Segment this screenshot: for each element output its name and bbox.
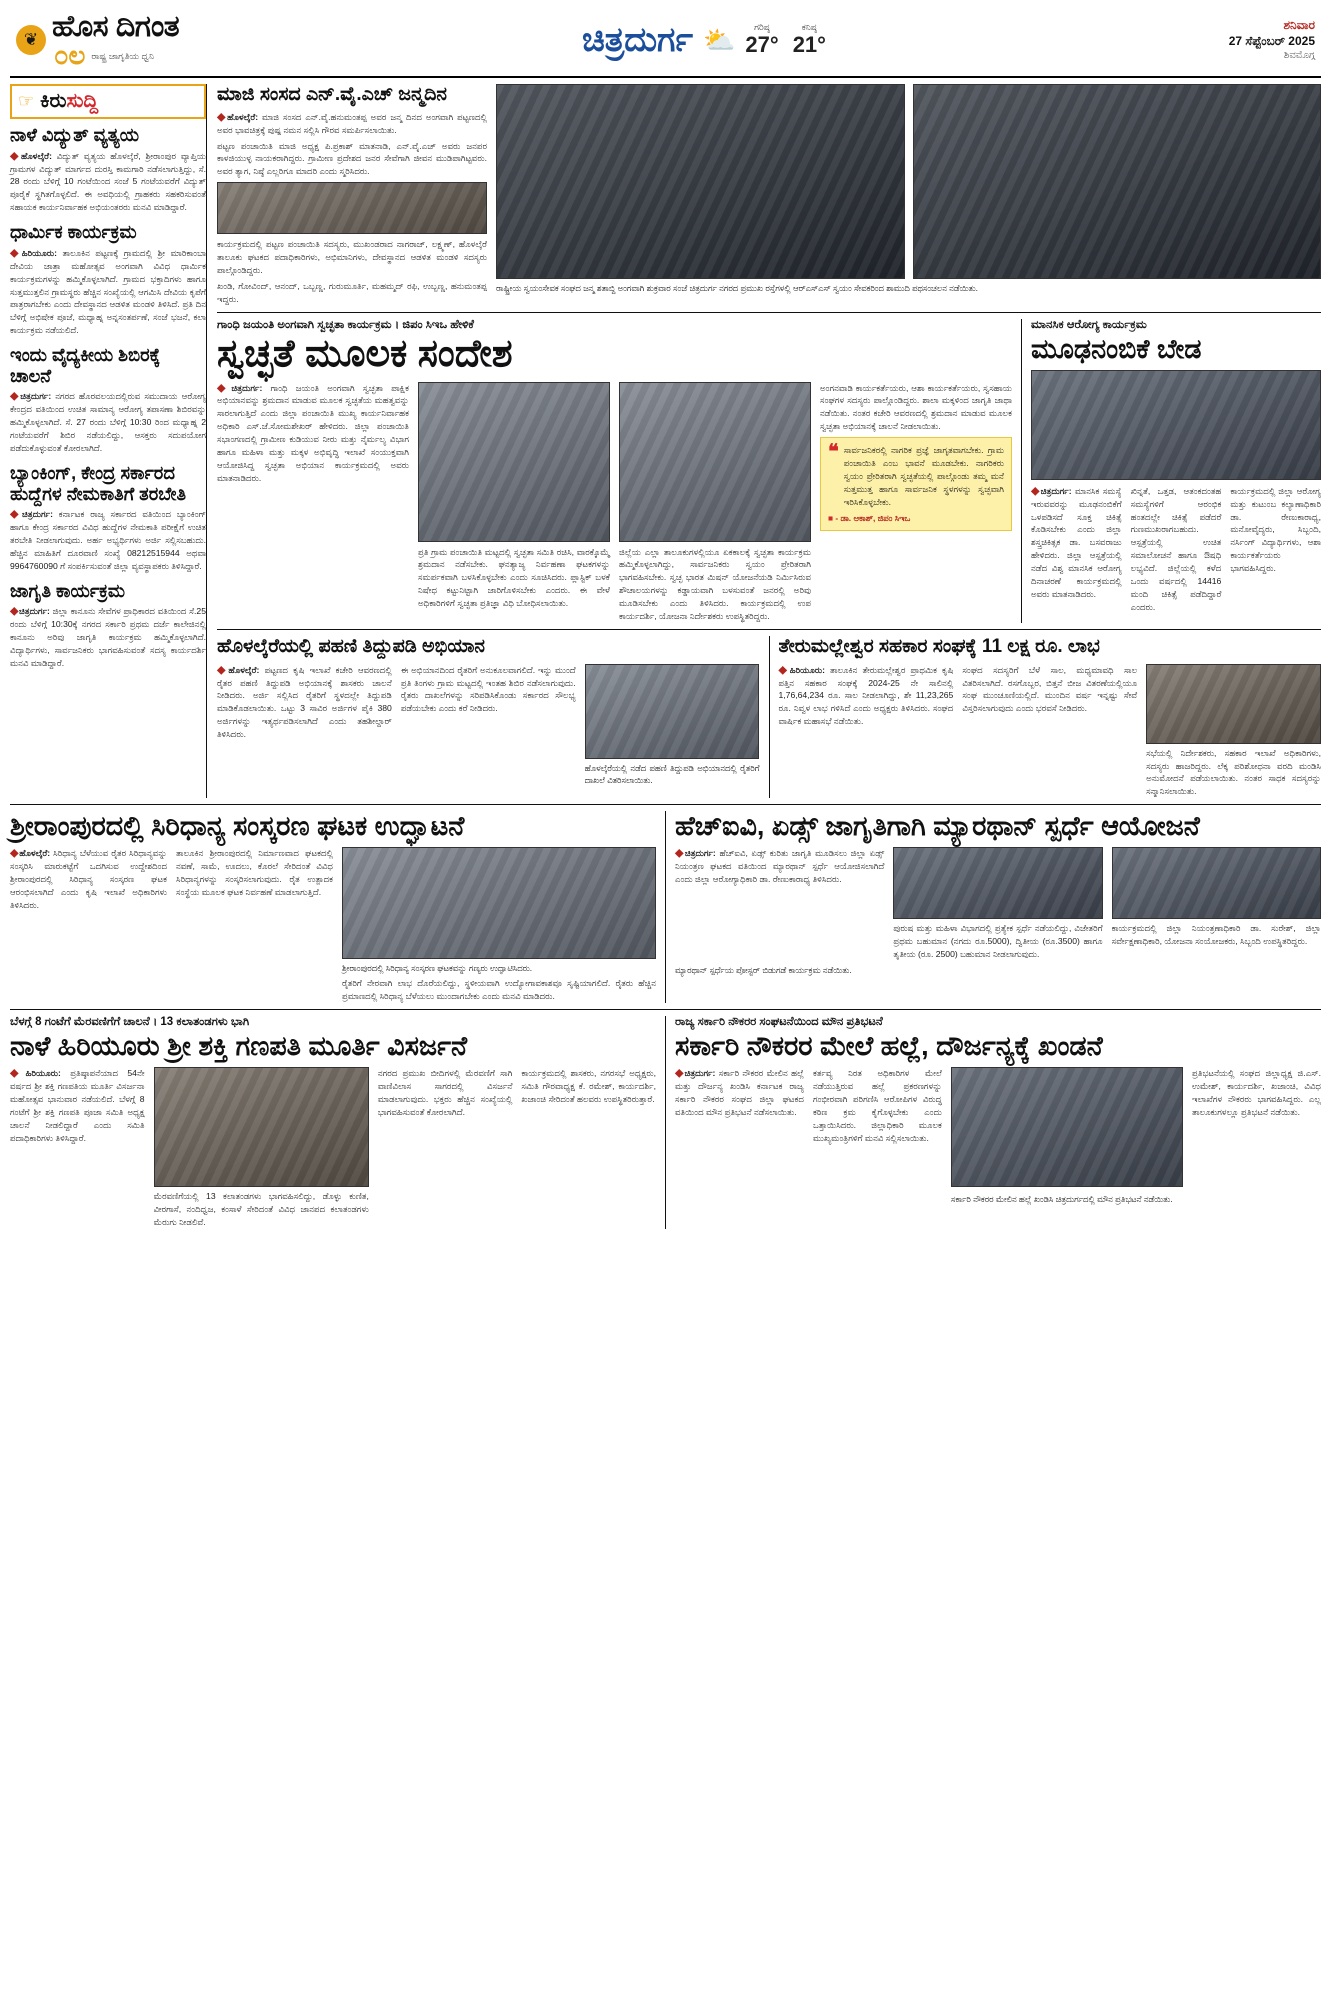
marathon-col1: ಹೆಚ್‌ಐವಿ, ಏಡ್ಸ್ ಕುರಿತು ಜಾಗೃತಿ ಮೂಡಿಸಲು ಜಿಲ್ಲಾ ಏಡ್ಸ್ ನಿಯಂತ್ರಣ ಘಟಕದ ವತಿಯಿಂದ ಮ್ಯಾರಥಾನ್ ಸ್ಪರ್ಧೆ ಆಯೋಜಿಸಲಾಗಿದೆ ಎಂದು ಜಿಲ್ಲಾ ಆರೋಗ್ಯಾಧಿಕಾರಿ ಡಾ. ರೇಣುಕಾರಾಧ್ಯ ತಿಳಿಸಿದರು. (675, 848, 885, 885)
ganapathi-col4: ಕಾರ್ಯಕ್ರಮದಲ್ಲಿ ಶಾಸಕರು, ನಗರಸಭೆ ಅಧ್ಯಕ್ಷರು, ಸಮಿತಿ ಗೌರವಾಧ್ಯಕ್ಷ ಕೆ. ರಮೇಶ್, ಕಾರ್ಯದರ್ಶಿ, ಖಜಾಂಚಿ ಸೇರಿದಂತೆ ಹಲವರು ಉಪಸ್ಥಿತರಿರುತ್ತಾರೆ. (521, 1068, 656, 1105)
brief-item[interactable]: ನಾಳೆ ವಿದ್ಯುತ್ ವ್ಯತ್ಯಯ ◆ಹೊಳಲ್ಕೆರೆ: ವಿದ್ಯುತ್ ವ್ಯತ್ಯಯ ಹೊಳಲ್ಕೆರೆ, ಶ್ರೀರಾಂಪುರ ವ್ಯಾಪ್ತಿಯ ಗ್ರಾಮಗಳ ವಿದ್ಯುತ್ ಮಾರ್ಗದ ದುರಸ್ತಿ ಕಾಮಗಾರಿ ನಡೆಸಲಾಗುತ್ತಿದ್ದು, ಸೆ. 28 ರಂದು ಬೆಳಿಗ್ಗೆ 10 ಗಂಟೆಯಿಂದ ಸಂಜೆ 5 ಗಂಟೆಯವರೆಗೆ ವಿದ್ಯುತ್ ಪೂರೈಕೆ ಸ್ಥಗಿತಗೊಳ್ಳಲಿದೆ. ಈ ಅವಧಿಯಲ್ಲಿ ಗ್ರಾಹಕರು ಸಹಕರಿಸುವಂತೆ ಸಹಾಯಕ ಕಾರ್ಯನಿರ್ವಾಹಕ ಅಭಿಯಂತರರು ಮನವಿ ಮಾಡಿದ್ದಾರೆ. (10, 125, 206, 213)
mental-health-story[interactable]: ಮಾನಸಿಕ ಆರೋಗ್ಯ ಕಾರ್ಯಕ್ರಮ ಮೂಢನಂಬಿಕೆ ಬೇಡ ◆ಚಿತ್ರದುರ್ಗ: ಮಾನಸಿಕ ಸಮಸ್ಯೆ ಇರುವವರನ್ನು ಮೂಢನಂಬಿಕೆಗೆ ಒಳಪಡಿಸದೆ ಸೂಕ್ತ ಚಿಕಿತ್ಸೆ ಕೊಡಿಸಬೇಕು ಎಂದು ಜಿಲ್ಲಾ ಶಸ್ತ್ರಚಿಕಿತ್ಸಕ ಡಾ. ಬಸವರಾಜು ಹೇಳಿದರು. ಜಿಲ್ಲಾ ಆಸ್ಪತ್ರೆಯಲ್ಲಿ ನಡೆದ ವಿಶ್ವ ಮಾನಸಿಕ ಆರೋಗ್ಯ ದಿನಾಚರಣೆ ಕಾರ್ಯಕ್ರಮದಲ್ಲಿ ಅವರು ಮಾತನಾಡಿದರು. ಖಿನ್ನತೆ, ಒತ್ತಡ, ಆತಂಕದಂತಹ ಸಮಸ್ಯೆಗಳಿಗೆ ಆರಂಭಿಕ ಹಂತದಲ್ಲೇ ಚಿಕಿತ್ಸೆ ಪಡೆದರೆ ಗುಣಮುಖರಾಗಬಹುದು. ಆಸ್ಪತ್ರೆಯಲ್ಲಿ ಉಚಿತ ಸಮಾಲೋಚನೆ ಹಾಗೂ ಔಷಧಿ ಲಭ್ಯವಿದೆ. ಜಿಲ್ಲೆಯಲ್ಲಿ ಕಳೆದ ಒಂದು ವರ್ಷದಲ್ಲಿ 14416 ಮಂದಿ ಚಿಕಿತ್ಸೆ ಪಡೆದಿದ್ದಾರೆ ಎಂದರು. ಕಾರ್ಯಕ್ರಮದಲ್ಲಿ ಜಿಲ್ಲಾ ಆರೋಗ್ಯ ಮತ್ತು ಕುಟುಂಬ ಕಲ್ಯಾಣಾಧಿಕಾರಿ ಡಾ. ರೇಣುಕಾರಾಧ್ಯ, ಮನೋವೈದ್ಯರು, ಸಿಬ್ಬಂದಿ, ನರ್ಸಿಂಗ್ ವಿದ್ಯಾರ್ಥಿಗಳು, ಆಶಾ ಕಾರ್ಯಕರ್ತೆಯರು ಭಾಗವಹಿಸಿದ್ದರು. (1021, 319, 1321, 623)
lead-col1-text: ಗಾಂಧಿ ಜಯಂತಿ ಅಂಗವಾಗಿ ಸ್ವಚ್ಛತಾ ಪಾಕ್ಷಿಕ ಅಭಿಯಾನವನ್ನು ಶ್ರಮದಾನ ಮಾಡುವ ಮೂಲಕ ಸ್ವಚ್ಛತೆಯ ಮಹತ್ವವನ್ನು ಸಾರಲಾಗುತ್ತಿದೆ ಎಂದು ಜಿಲ್ಲಾ ಪಂಚಾಯಿತಿ ಮುಖ್ಯ ಕಾರ್ಯನಿರ್ವಾಹಕ ಅಧಿಕಾರಿ ಎಸ್.ಜೆ.ಸೋಮಶೇಖರ್ ಹೇಳಿದರು. ಜಿಲ್ಲಾ ಪಂಚಾಯಿತಿ ಸಭಾಂಗಣದಲ್ಲಿ ಗ್ರಾಮೀಣ ಕುಡಿಯುವ ನೀರು ಮತ್ತು ನೈರ್ಮಲ್ಯ ವಿಭಾಗ ಹಾಗೂ ಮಹಿಳಾ ಮತ್ತು ಮಕ್ಕಳ ಅಭಿವೃದ್ಧಿ ಇಲಾಖೆ ಸಂಯುಕ್ತವಾಗಿ ಆಯೋಜಿಸಿದ್ದ ಸ್ವಚ್ಛತಾ ಅಭಿಯಾನ ಕಾರ್ಯಕ್ರಮದಲ್ಲಿ ಅವರು ಮಾತನಾಡಿದರು. (217, 382, 409, 483)
sridhanya-col1: ಸಿರಿಧಾನ್ಯ ಬೆಳೆಯುವ ರೈತರ ಸಿರಿಧಾನ್ಯವನ್ನು ಸಂಸ್ಕರಿಸಿ ಮಾರುಕಟ್ಟೆಗೆ ಒದಗಿಸುವ ಉದ್ದೇಶದಿಂದ ಶ್ರೀರಾಂಪುರದಲ್ಲಿ ಸಿರಿಧಾನ್ಯ ಸಂಸ್ಕರಣ ಘಟಕ ಆರಂಭಿಸಲಾಗಿದೆ ಎಂದು ಕೃಷಿ ಇಲಾಖೆ ಅಧಿಕಾರಿಗಳು ತಿಳಿಸಿದರು. (10, 848, 167, 910)
brief-item[interactable]: ಇಂದು ವೈದ್ಯಕೀಯ ಶಿಬಿರಕ್ಕೆ ಚಾಲನೆ ◆ಚಿತ್ರದುರ್ಗ: ನಗರದ ಹೊರವಲಯದಲ್ಲಿರುವ ಸಮುದಾಯ ಆರೋಗ್ಯ ಕೇಂದ್ರದ ವತಿಯಿಂದ ಉಚಿತ ಸಾಮಾನ್ಯ ಆರೋಗ್ಯ ತಪಾಸಣಾ ಶಿಬಿರವನ್ನು ಹಮ್ಮಿಕೊಳ್ಳಲಾಗಿದೆ. ಸೆ. 27 ರಂದು ಬೆಳಿಗ್ಗೆ 10:30 ರಿಂದ ಮಧ್ಯಾಹ್ನ 2 ಗಂಟೆಯವರೆಗೆ ಶಿಬಿರ ನಡೆಯಲಿದ್ದು, ಆಸಕ್ತರು ಸದುಪಯೋಗ ಪಡೆದುಕೊಳ್ಳುವಂತೆ ಕೋರಲಾಗಿದೆ. (10, 345, 206, 453)
lower-row (10, 811, 1321, 1003)
max-temp-value: 27° (745, 31, 779, 57)
protest-story[interactable]: ರಾಜ್ಯ ಸರ್ಕಾರಿ ನೌಕರರ ಸಂಘಟನೆಯಿಂದ ಮೌನ ಪ್ರತಿಭಟನೆ ಸರ್ಕಾರಿ ನೌಕರರ ಮೇಲೆ ಹಲ್ಲೆ, ದೌರ್ಜನ್ಯಕ್ಕೆ ಖಂಡನೆ ◆ಚಿತ್ರದುರ್ಗ: ಸರ್ಕಾರಿ ನೌಕರರ ಮೇಲಿನ ಹಲ್ಲೆ ಮತ್ತು ದೌರ್ಜನ್ಯ ಖಂಡಿಸಿ ಕರ್ನಾಟಕ ರಾಜ್ಯ ಸರ್ಕಾರಿ ನೌಕರರ ಸಂಘದ ಜಿಲ್ಲಾ ಘಟಕದ ವತಿಯಿಂದ ಮೌನ ಪ್ರತಿಭಟನೆ ನಡೆಸಲಾಯಿತು. ಕರ್ತವ್ಯ ನಿರತ ಅಧಿಕಾರಿಗಳ ಮೇಲೆ ನಡೆಯುತ್ತಿರುವ ಹಲ್ಲೆ ಪ್ರಕರಣಗಳನ್ನು ಗಂಭೀರವಾಗಿ ಪರಿಗಣಿಸಿ ಆರೋಪಿಗಳ ವಿರುದ್ಧ ಕಠಿಣ ಕ್ರಮ ಕೈಗೊಳ್ಳಬೇಕು ಎಂದು ಒತ್ತಾಯಿಸಿದರು. ಜಿಲ್ಲಾಧಿಕಾರಿ ಮೂಲಕ ಮುಖ್ಯಮಂತ್ರಿಗಳಿಗೆ ಮನವಿ ಸಲ್ಲಿಸಲಾಯಿತು. ಸರ್ಕಾರಿ ನೌಕರರ ಮೇಲಿನ ಹಲ್ಲೆ ಖಂಡಿಸಿ ಚಿತ್ರದುರ್ಗದಲ್ಲಿ ಮೌನ ಪ್ರತಿಭಟನೆ ನಡೆಯಿತು. ಪ್ರತಿಭಟನೆಯಲ್ಲಿ ಸಂಘದ ಜಿಲ್ಲಾಧ್ಯಕ್ಷ ಜಿ.ಎಸ್. ಉಮೇಶ್, ಕಾರ್ಯದರ್ಶಿ, ಖಜಾಂಚಿ, ವಿವಿಧ ಇಲಾಖೆಗಳ ನೌಕರರು ಭಾಗವಹಿಸಿದ್ದರು. ಎಲ್ಲ ತಾಲೂಕುಗಳಲ್ಲೂ ಪ್ರತಿಭಟನೆ ನಡೆಯಿತು. (665, 1016, 1321, 1229)
ganapathi-dateline: ಹಿರಿಯೂರು: (25, 1068, 61, 1079)
logo-ornament: ೦ಲ (54, 40, 86, 70)
sridhanya-story[interactable]: ಶ್ರೀರಾಂಪುರದಲ್ಲಿ ಸಿರಿಧಾನ್ಯ ಸಂಸ್ಕರಣ ಘಟಕ ಉದ್ಘಾಟನೆ ◆ಹೊಳಲ್ಕೆರೆ: ಸಿರಿಧಾನ್ಯ ಬೆಳೆಯುವ ರೈತರ ಸಿರಿಧಾನ್ಯವನ್ನು ಸಂಸ್ಕರಿಸಿ ಮಾರುಕಟ್ಟೆಗೆ ಒದಗಿಸುವ ಉದ್ದೇಶದಿಂದ ಶ್ರೀರಾಂಪುರದಲ್ಲಿ ಸಿರಿಧಾನ್ಯ ಸಂಸ್ಕರಣ ಘಟಕ ಆರಂಭಿಸಲಾಗಿದೆ ಎಂದು ಕೃಷಿ ಇಲಾಖೆ ಅಧಿಕಾರಿಗಳು ತಿಳಿಸಿದರು. ತಾಲೂಕಿನ ಶ್ರೀರಾಂಪುರದಲ್ಲಿ ನಿರ್ಮಾಣವಾದ ಘಟಕದಲ್ಲಿ ನವಣೆ, ಸಾಮೆ, ಊದಲು, ಕೊರಲೆ ಸೇರಿದಂತೆ ವಿವಿಧ ಸಿರಿಧಾನ್ಯಗಳನ್ನು ಸಂಸ್ಕರಿಸಲಾಗುವುದು. ರೈತ ಉತ್ಪಾದಕ ಸಂಸ್ಥೆಯ ಮೂಲಕ ಘಟಕ ನಿರ್ವಹಣೆ ಮಾಡಲಾಗುತ್ತಿದೆ. ಶ್ರೀರಾಂಪುರದಲ್ಲಿ ಸಿರಿಧಾನ್ಯ ಸಂಸ್ಕರಣ ಘಟಕವನ್ನು ಗಣ್ಯರು ಉದ್ಘಾಟಿಸಿದರು. ರೈತರಿಗೆ ನೇರವಾಗಿ ಲಾಭ ದೊರೆಯಲಿದ್ದು, ಸ್ಥಳೀಯವಾಗಿ ಉದ್ಯೋಗಾವಕಾಶವೂ ಸೃಷ್ಟಿಯಾಗಲಿದೆ. ರೈತರು ಹೆಚ್ಚಿನ ಪ್ರಮಾಣದಲ್ಲಿ ಸಿರಿಧಾನ್ಯ ಬೆಳೆಯಲು ಮುಂದಾಗಬೇಕು ಎಂದು ಮನವಿ ಮಾಡಿದರು. (10, 811, 656, 1002)
holalkere-photo (585, 664, 760, 759)
holalkere-story[interactable]: ಹೊಳಲ್ಕೆರೆಯಲ್ಲಿ ಪಹಣಿ ತಿದ್ದುಪಡಿ ಅಭಿಯಾನ ◆ಹೊಳಲ್ಕೆರೆ: ಪಟ್ಟಣದ ಕೃಷಿ ಇಲಾಖೆ ಕಚೇರಿ ಆವರಣದಲ್ಲಿ ರೈತರ ಪಹಣಿ ತಿದ್ದುಪಡಿ ಅಭಿಯಾನಕ್ಕೆ ಶಾಸಕರು ಚಾಲನೆ ನೀಡಿದರು. ಅರ್ಜಿ ಸಲ್ಲಿಸಿದ ರೈತರಿಗೆ ಸ್ಥಳದಲ್ಲೇ ತಿದ್ದುಪಡಿ ಮಾಡಿಕೊಡಲಾಯಿತು. ಒಟ್ಟು 3 ಸಾವಿರ ಅರ್ಜಿಗಳ ಪೈಕಿ 380 ಅರ್ಜಿಗಳನ್ನು ಇತ್ಯರ್ಥಪಡಿಸಲಾಗಿದೆ ಎಂದು ತಹಶೀಲ್ದಾರ್ ತಿಳಿಸಿದರು. ಈ ಅಭಿಯಾನದಿಂದ ರೈತರಿಗೆ ಅನುಕೂಲವಾಗಲಿದೆ. ಇನ್ನು ಮುಂದೆ ಪ್ರತಿ ತಿಂಗಳು ಗ್ರಾಮ ಮಟ್ಟದಲ್ಲಿ ಇಂತಹ ಶಿಬಿರ ನಡೆಸಲಾಗುವುದು. ರೈತರು ದಾಖಲೆಗಳನ್ನು ಸರಿಪಡಿಸಿಕೊಂಡು ಸರ್ಕಾರದ ಸೌಲಭ್ಯ ಪಡೆಯಬೇಕು ಎಂದು ಕರೆ ನೀಡಿದರು. ಹೊಳಲ್ಕೆರೆಯಲ್ಲಿ ನಡೆದ ಪಹಣಿ ತಿದ್ದುಪಡಿ ಅಭಿಯಾನದಲ್ಲಿ ರೈತರಿಗೆ ದಾಖಲೆ ವಿತರಿಸಲಾಯಿತು. (217, 635, 760, 785)
top-story-text[interactable]: ಮಾಜಿ ಸಂಸದ ಎನ್.ವೈ.ಎಚ್ ಜನ್ಮದಿನ ◆ಹೊಳಲ್ಕೆರೆ: ಮಾಜಿ ಸಂಸದ ಎನ್.ವೈ.ಹನುಮಂತಪ್ಪ ಅವರ ಜನ್ಮ ದಿನದ ಅಂಗವಾಗಿ ಪಟ್ಟಣದಲ್ಲಿ ಅವರ ಭಾವಚಿತ್ರಕ್ಕೆ ಪುಷ್ಪ ನಮನ ಸಲ್ಲಿಸಿ ಗೌರವ ಸಮರ್ಪಿಸಲಾಯಿತು. ಪಟ್ಟಣ ಪಂಚಾಯಿತಿ ಮಾಜಿ ಅಧ್ಯಕ್ಷ ಪಿ.ಪ್ರಕಾಶ್ ಮಾತನಾಡಿ, ಎನ್.ವೈ.ಎಚ್ ಅವರು ಜನಪರ ಕಾಳಜಿಯುಳ್ಳ ನಾಯಕರಾಗಿದ್ದರು. ಗ್ರಾಮೀಣ ಪ್ರದೇಶದ ಜನರ ಸೇವೆಗಾಗಿ ಜೀವನ ಮುಡಿಪಾಗಿಟ್ಟವರು. ಅವರ ತ್ಯಾಗ, ನಿಷ್ಠೆ ಎಲ್ಲರಿಗೂ ಮಾದರಿ ಎಂದು ಸ್ಮರಿಸಿದರು. ಕಾರ್ಯಕ್ರಮದಲ್ಲಿ ಪಟ್ಟಣ ಪಂಚಾಯಿತಿ ಸದಸ್ಯರು, ಮುಖಂಡರಾದ ನಾಗರಾಜ್, ಲಕ್ಷ್ಮಣ್, ಹೊಳಲ್ಕೆರೆ ತಾಲೂಕು ಘಟಕದ ಪದಾಧಿಕಾರಿಗಳು, ಅಭಿಮಾನಿಗಳು, ದೇವಸ್ಥಾನದ ಆಡಳಿತ ಮಂಡಳಿ ಸದಸ್ಯರು ಪಾಲ್ಗೊಂಡಿದ್ದರು. ಖಂಡಿ, ಗೋವಿಂದ್, ಆನಂದ್, ಒಬ್ಬಣ್ಣ, ಗುರುಮೂರ್ತಿ, ಮಹಮ್ಮದ್ ರಫಿ, ಉಬ್ಬಣ್ಣ, ಹನುಮಂತಪ್ಪ ಇದ್ದರು. (217, 84, 488, 304)
protest-photo (951, 1067, 1183, 1187)
bottom-row (10, 1016, 1321, 1229)
top-photo-group (496, 84, 1321, 306)
brief-body: ತಾಲೂಕಿನ ಪಟ್ಟಣಕ್ಕೆ ಗ್ರಾಮದಲ್ಲಿ ಶ್ರೀ ಮಾರಿಕಾಂಬಾ ದೇವಿಯ ಜಾತ್ರಾ ಮಹೋತ್ಸವ ಅಂಗವಾಗಿ ವಿವಿಧ ಧಾರ್ಮಿಕ ಕಾರ್ಯಕ್ರಮಗಳನ್ನು ಹಮ್ಮಿಕೊಳ್ಳಲಾಗಿದೆ. ಗ್ರಾಮದ ಭಕ್ತಾದಿಗಳು ಹಾಗೂ ಸುತ್ತಮುತ್ತಲಿನ ಗ್ರಾಮಸ್ಥರು ಹೆಚ್ಚಿನ ಸಂಖ್ಯೆಯಲ್ಲಿ ಆಗಮಿಸಿ ದೇವಿಯ ಕೃಪೆಗೆ ಪಾತ್ರರಾಗಬೇಕು ಎಂದು ದೇವಸ್ಥಾನದ ಆಡಳಿತ ಮಂಡಳಿ ತಿಳಿಸಿದೆ. ಪ್ರತಿ ದಿನ ಬೆಳಿಗ್ಗೆ ಅಭಿಷೇಕ ಪೂಜೆ, ಮಧ್ಯಾಹ್ನ ಅನ್ನಸಂತರ್ಪಣೆ, ಸಂಜೆ ಭಜನೆ, ಕಲಾ ಕಾರ್ಯಕ್ರಮ ನಡೆಯಲಿದೆ. (10, 247, 206, 336)
lead-col4-text: ಅಂಗನವಾಡಿ ಕಾರ್ಯಕರ್ತೆಯರು, ಆಶಾ ಕಾರ್ಯಕರ್ತೆಯರು, ಸ್ವಸಹಾಯ ಸಂಘಗಳ ಸದಸ್ಯರು ಪಾಲ್ಗೊಂಡಿದ್ದರು. ಶಾಲಾ ಮಕ್ಕಳಿಂದ ಜಾಗೃತಿ ಜಾಥಾ ನಡೆಯಿತು. ನಂತರ ಕಚೇರಿ ಆವರಣದಲ್ಲಿ ಶ್ರಮದಾನ ಮಾಡುವ ಮೂಲಕ ಸ್ವಚ್ಛತಾ ಅಭಿಯಾನಕ್ಕೆ ಚಾಲನೆ ನೀಡಲಾಯಿತು. (820, 382, 1012, 432)
ganapathi-kicker: ಬೆಳಗ್ಗೆ 8 ಗಂಟೆಗೆ ಮೆರವಣಿಗೆಗೆ ಚಾಲನೆ । 13 ಕಲಾತಂಡಗಳು ಭಾಗಿ (10, 1016, 250, 1029)
lead-story[interactable] (217, 319, 1012, 623)
brief-item[interactable]: ಜಾಗೃತಿ ಕಾರ್ಯಕ್ರಮ ◆ಚಿತ್ರದುರ್ಗ: ಜಿಲ್ಲಾ ಕಾನೂನು ಸೇವೆಗಳ ಪ್ರಾಧಿಕಾರದ ವತಿಯಿಂದ ಸೆ.25 ರಂದು ಬೆಳಿಗ್ಗೆ 10:30ಕ್ಕೆ ನಗರದ ಸರ್ಕಾರಿ ಪ್ರಥಮ ದರ್ಜೆ ಕಾಲೇಜಿನಲ್ಲಿ ಕಾನೂನು ಅರಿವು ಜಾಗೃತಿ ಕಾರ್ಯಕ್ರಮ ಹಮ್ಮಿಕೊಳ್ಳಲಾಗಿದೆ. ವಿದ್ಯಾರ್ಥಿಗಳು, ಸಾರ್ವಜನಿಕರು ಭಾಗವಹಿಸುವಂತೆ ಸದಸ್ಯ ಕಾರ್ಯದರ್ಶಿ ಮನವಿ ಮಾಡಿದ್ದಾರೆ. (10, 580, 206, 668)
protest-kicker: ರಾಜ್ಯ ಸರ್ಕಾರಿ ನೌಕರರ ಸಂಘಟನೆಯಿಂದ ಮೌನ ಪ್ರತಿಭಟನೆ (675, 1016, 883, 1029)
lead-row (217, 319, 1321, 623)
main-column (206, 84, 1321, 798)
ganapathi-col3: ನಗರದ ಪ್ರಮುಖ ಬೀದಿಗಳಲ್ಲಿ ಮೆರವಣಿಗೆ ಸಾಗಿ ವಾಣಿವಿಲಾಸ ಸಾಗರದಲ್ಲಿ ವಿಸರ್ಜನೆ ಮಾಡಲಾಗುವುದು. ಭಕ್ತರು ಹೆಚ್ಚಿನ ಸಂಖ್ಯೆಯಲ್ಲಿ ಭಾಗವಹಿಸುವಂತೆ ಕೋರಲಾಗಿದೆ. (377, 1068, 513, 1117)
min-temp-value: 21° (792, 31, 826, 57)
brief-body: ನಗರದ ಹೊರವಲಯದಲ್ಲಿರುವ ಸಮುದಾಯ ಆರೋಗ್ಯ ಕೇಂದ್ರದ ವತಿಯಿಂದ ಉಚಿತ ಸಾಮಾನ್ಯ ಆರೋಗ್ಯ ತಪಾಸಣಾ ಶಿಬಿರವನ್ನು ಹಮ್ಮಿಕೊಳ್ಳಲಾಗಿದೆ. ಸೆ. 27 ರಂದು ಬೆಳಿಗ್ಗೆ 10:30 ರಿಂದ ಮಧ್ಯಾಹ್ನ 2 ಗಂಟೆಯವರೆಗೆ ಶಿಬಿರ ನಡೆಯಲಿದ್ದು, ಆಸಕ್ತರು ಸದುಪಯೋಗ ಪಡೆದುಕೊಳ್ಳುವಂತೆ ಕೋರಲಾಗಿದೆ. (10, 391, 206, 453)
brief-body: ಕರ್ನಾಟಕ ರಾಜ್ಯ ಸರ್ಕಾರದ ವತಿಯಿಂದ ಬ್ಯಾಂಕಿಂಗ್ ಹಾಗೂ ಕೇಂದ್ರ ಸರ್ಕಾರದ ವಿವಿಧ ಹುದ್ದೆಗಳ ನೇಮಕಾತಿ ಪರೀಕ್ಷೆಗೆ ಉಚಿತ ತರಬೇತಿ ನೀಡಲಾಗುವುದು. ಅರ್ಹ ಅಭ್ಯರ್ಥಿಗಳು ಅರ್ಜಿ ಸಲ್ಲಿಸಬಹುದು. ಹೆಚ್ಚಿನ ಮಾಹಿತಿಗೆ ದೂರವಾಣಿ ಸಂಖ್ಯೆ 08212515944 ಅಥವಾ 9964760090 ಗೆ ಸಂಪರ್ಕಿಸುವಂತೆ ಜಿಲ್ಲಾ ವ್ಯವಸ್ಥಾಪಕರು ತಿಳಿಸಿದ್ದಾರೆ. (10, 509, 206, 571)
sahakara-headline: ತೇರುಮಲ್ಲೇಶ್ವರ ಸಹಕಾರ ಸಂಘಕ್ಕೆ 11 ಲಕ್ಷ ರೂ. ಲಾಭ (778, 635, 1100, 657)
mental-health-col1: ಮಾನಸಿಕ ಸಮಸ್ಯೆ ಇರುವವರನ್ನು ಮೂಢನಂಬಿಕೆಗೆ ಒಳಪಡಿಸದೆ ಸೂಕ್ತ ಚಿಕಿತ್ಸೆ ಕೊಡಿಸಬೇಕು ಎಂದು ಜಿಲ್ಲಾ ಶಸ್ತ್ರಚಿಕಿತ್ಸಕ ಡಾ. ಬಸವರಾಜು ಹೇಳಿದರು. ಜಿಲ್ಲಾ ಆಸ್ಪತ್ರೆಯಲ್ಲಿ ನಡೆದ ವಿಶ್ವ ಮಾನಸಿಕ ಆರೋಗ್ಯ ದಿನಾಚರಣೆ ಕಾರ್ಯಕ್ರಮದಲ್ಲಿ ಅವರು ಮಾತನಾಡಿದರು. (1031, 485, 1122, 599)
sridhanya-col2: ತಾಲೂಕಿನ ಶ್ರೀರಾಂಪುರದಲ್ಲಿ ನಿರ್ಮಾಣವಾದ ಘಟಕದಲ್ಲಿ ನವಣೆ, ಸಾಮೆ, ಊದಲು, ಕೊರಲೆ ಸೇರಿದಂತೆ ವಿವಿಧ ಸಿರಿಧಾನ್ಯಗಳನ್ನು ಸಂಸ್ಕರಿಸಲಾಗುವುದು. ರೈತ ಉತ್ಪಾದಕ ಸಂಸ್ಥೆಯ ಮೂಲಕ ಘಟಕ ನಿರ್ವಹಣೆ ಮಾಡಲಾಗುತ್ತಿದೆ. (176, 848, 333, 897)
brief-title: ಜಾಗೃತಿ ಕಾರ್ಯಕ್ರಮ (10, 580, 126, 601)
max-temp-label: ಗರಿಷ್ಠ (754, 21, 770, 32)
ganapathi-story[interactable]: ಬೆಳಗ್ಗೆ 8 ಗಂಟೆಗೆ ಮೆರವಣಿಗೆಗೆ ಚಾಲನೆ । 13 ಕಲಾತಂಡಗಳು ಭಾಗಿ ನಾಳೆ ಹಿರಿಯೂರು ಶ್ರೀ ಶಕ್ತಿ ಗಣಪತಿ ಮೂರ್ತಿ ವಿಸರ್ಜನೆ ◆ಹಿರಿಯೂರು: ಪ್ರತಿಷ್ಠಾಪನೆಯಾದ 54ನೇ ವರ್ಷದ ಶ್ರೀ ಶಕ್ತಿ ಗಣಪತಿಯ ಮೂರ್ತಿ ವಿಸರ್ಜನಾ ಮಹೋತ್ಸವ ಭಾನುವಾರ ನಡೆಯಲಿದೆ. ಬೆಳಗ್ಗೆ 8 ಗಂಟೆಗೆ ಶ್ರೀ ಶಕ್ತಿ ಗಣಪತಿ ಪೂಜಾ ಸಮಿತಿ ಅಧ್ಯಕ್ಷ ಚಾಲನೆ ನೀಡಲಿದ್ದಾರೆ ಎಂದು ಸಮಿತಿ ಪದಾಧಿಕಾರಿಗಳು ತಿಳಿಸಿದ್ದಾರೆ. ಮೆರವಣಿಗೆಯಲ್ಲಿ 13 ಕಲಾತಂಡಗಳು ಭಾಗವಹಿಸಲಿದ್ದು, ಡೊಳ್ಳು ಕುಣಿತ, ವೀರಗಾಸೆ, ನಂದಿಧ್ವಜ, ಕಂಸಾಳೆ ಸೇರಿದಂತೆ ವಿವಿಧ ಜಾನಪದ ಕಲಾತಂಡಗಳು ಮೆರುಗು ನೀಡಲಿವೆ. ನಗರದ ಪ್ರಮುಖ ಬೀದಿಗಳಲ್ಲಿ ಮೆರವಣಿಗೆ ಸಾಗಿ ವಾಣಿವಿಲಾಸ ಸಾಗರದಲ್ಲಿ ವಿಸರ್ಜನೆ ಮಾಡಲಾಗುವುದು. ಭಕ್ತರು ಹೆಚ್ಚಿನ ಸಂಖ್ಯೆಯಲ್ಲಿ ಭಾಗವಹಿಸುವಂತೆ ಕೋರಲಾಗಿದೆ. ಕಾರ್ಯಕ್ರಮದಲ್ಲಿ ಶಾಸಕರು, ನಗರಸಭೆ ಅಧ್ಯಕ್ಷರು, ಸಮಿತಿ ಗೌರವಾಧ್ಯಕ್ಷ ಕೆ. ರಮೇಶ್, ಕಾರ್ಯದರ್ಶಿ, ಖಜಾಂಚಿ ಸೇರಿದಂತೆ ಹಲವರು ಉಪಸ್ಥಿತರಿರುತ್ತಾರೆ. (10, 1016, 656, 1228)
brief-body: ಜಿಲ್ಲಾ ಕಾನೂನು ಸೇವೆಗಳ ಪ್ರಾಧಿಕಾರದ ವತಿಯಿಂದ ಸೆ.25 ರಂದು ಬೆಳಿಗ್ಗೆ 10:30ಕ್ಕೆ ನಗರದ ಸರ್ಕಾರಿ ಪ್ರಥಮ ದರ್ಜೆ ಕಾಲೇಜಿನಲ್ಲಿ ಕಾನೂನು ಅರಿವು ಜಾಗೃತಿ ಕಾರ್ಯಕ್ರಮ ಹಮ್ಮಿಕೊಳ್ಳಲಾಗಿದೆ. ವಿದ್ಯಾರ್ಥಿಗಳು, ಸಾರ್ವಜನಿಕರು ಭಾಗವಹಿಸುವಂತೆ ಸದಸ್ಯ ಕಾರ್ಯದರ್ಶಿ ಮನವಿ ಮಾಡಿದ್ದಾರೆ. (10, 606, 206, 668)
marathon-photo-2 (1112, 847, 1321, 919)
top-story-inset-photo (217, 182, 487, 234)
min-temp-label: ಕನಿಷ್ಠ (801, 21, 817, 32)
mental-health-dateline: ಚಿತ್ರದುರ್ಗ: (1040, 485, 1072, 496)
lead-headline: ಸ್ವಚ್ಛತೆ ಮೂಲಕ ಸಂದೇಶ (217, 332, 513, 375)
brief-dateline: ಚಿತ್ರದುರ್ಗ: (22, 509, 53, 520)
sun-cloud-icon: ⛅ (703, 24, 736, 55)
lead-col3-text: ಜಿಲ್ಲೆಯ ಎಲ್ಲಾ ತಾಲೂಕುಗಳಲ್ಲಿಯೂ ಏಕಕಾಲಕ್ಕೆ ಸ್ವಚ್ಛತಾ ಕಾರ್ಯಕ್ರಮ ಹಮ್ಮಿಕೊಳ್ಳಲಾಗಿದ್ದು, ಸಾರ್ವಜನಿಕರು ಸ್ವಯಂ ಪ್ರೇರಿತರಾಗಿ ಭಾಗವಹಿಸಬೇಕು. ಸ್ವಚ್ಛ ಭಾರತ ಮಿಷನ್ ಯೋಜನೆಯಡಿ ನಿರ್ಮಿಸಿರುವ ಶೌಚಾಲಯಗಳನ್ನು ಕಡ್ಡಾಯವಾಗಿ ಬಳಸುವಂತೆ ಜನರಲ್ಲಿ ಅರಿವು ಮೂಡಿಸಬೇಕು ಎಂದು ತಿಳಿಸಿದರು. ಕಾರ್ಯಕ್ರಮದಲ್ಲಿ ಉಪ ಕಾರ್ಯದರ್ಶಿ, ಯೋಜನಾ ನಿರ್ದೇಶಕರು ಉಪಸ್ಥಿತರಿದ್ದರು. (619, 546, 811, 621)
lead-col-2 (418, 382, 610, 623)
holalkere-caption: ಹೊಳಲ್ಕೆರೆಯಲ್ಲಿ ನಡೆದ ಪಹಣಿ ತಿದ್ದುಪಡಿ ಅಭಿಯಾನದಲ್ಲಿ ರೈತರಿಗೆ ದಾಖಲೆ ವಿತರಿಸಲಾಯಿತು. (584, 762, 760, 785)
ganapathi-col2: ಮೆರವಣಿಗೆಯಲ್ಲಿ 13 ಕಲಾತಂಡಗಳು ಭಾಗವಹಿಸಲಿದ್ದು, ಡೊಳ್ಳು ಕುಣಿತ, ವೀರಗಾಸೆ, ನಂದಿಧ್ವಜ, ಕಂಸಾಳೆ ಸೇರಿದಂತೆ ವಿವಿಧ ಜಾನಪದ ಕಲಾತಂಡಗಳು ಮೆರುಗು ನೀಡಲಿವೆ. (153, 1191, 369, 1228)
marathon-dateline: ಚಿತ್ರದುರ್ಗ: (684, 848, 716, 859)
brief-dateline: ಹೊಳಲ್ಕೆರೆ: (21, 150, 52, 161)
lead-photo (418, 382, 610, 542)
mental-health-photo (1031, 370, 1321, 480)
top-story-dateline: ಹೊಳಲ್ಕೆರೆ: (227, 111, 259, 122)
marathon-headline: ಹೆಚ್‌ಐವಿ, ಏಡ್ಸ್ ಜಾಗೃತಿಗಾಗಿ ಮ್ಯಾರಥಾನ್ ಸ್ಪರ್ಧೆ ಆಯೋಜನೆ (675, 811, 1200, 842)
sahakara-story[interactable]: ತೇರುಮಲ್ಲೇಶ್ವರ ಸಹಕಾರ ಸಂಘಕ್ಕೆ 11 ಲಕ್ಷ ರೂ. ಲಾಭ ◆ಹಿರಿಯೂರು: ತಾಲೂಕಿನ ತೇರುಮಲ್ಲೇಶ್ವರ ಪ್ರಾಥಮಿಕ ಕೃಷಿ ಪತ್ತಿನ ಸಹಕಾರ ಸಂಘಕ್ಕೆ 2024-25 ನೇ ಸಾಲಿನಲ್ಲಿ 1,76,64,234 ರೂ. ಸಾಲ ನೀಡಲಾಗಿದ್ದು, ಶೇ 11,23,265 ರೂ. ನಿವ್ವಳ ಲಾಭ ಗಳಿಸಿದೆ ಎಂದು ಅಧ್ಯಕ್ಷರು ತಿಳಿಸಿದರು. ಸಂಘದ ವಾರ್ಷಿಕ ಮಹಾಸಭೆ ನಡೆಯಿತು. ಸಂಘದ ಸದಸ್ಯರಿಗೆ ಬೆಳೆ ಸಾಲ, ಮಧ್ಯಮಾವಧಿ ಸಾಲ ವಿತರಿಸಲಾಗಿದೆ. ರಸಗೊಬ್ಬರ, ಬಿತ್ತನೆ ಬೀಜ ವಿತರಣೆಯಲ್ಲಿಯೂ ಸಂಘ ಮುಂಚೂಣಿಯಲ್ಲಿದೆ. ಮುಂದಿನ ವರ್ಷ ಇನ್ನಷ್ಟು ಸೇವೆ ವಿಸ್ತರಿಸಲಾಗುವುದು ಎಂದು ಭರವಸೆ ನೀಡಿದರು. ಸಭೆಯಲ್ಲಿ ನಿರ್ದೇಶಕರು, ಸಹಕಾರ ಇಲಾಖೆ ಅಧಿಕಾರಿಗಳು, ಸದಸ್ಯರು ಹಾಜರಿದ್ದರು. ಲೆಕ್ಕ ಪರಿಶೋಧನಾ ವರದಿ ಮಂಡಿಸಿ ಅನುಮೋದನೆ ಪಡೆಯಲಾಯಿತು. ನಂತರ ಸಾಧಕ ಸದಸ್ಯರನ್ನು ಸನ್ಮಾನಿಸಲಾಯಿತು. (769, 636, 1322, 798)
pointing-hand-icon: ☞ (18, 91, 35, 111)
brief-dateline: ಚಿತ್ರದುರ್ಗ: (18, 606, 50, 617)
edition-weather (582, 21, 826, 60)
city-name: ಚಿತ್ರದುರ್ಗ (581, 20, 694, 59)
protest-col1: ಸರ್ಕಾರಿ ನೌಕರರ ಮೇಲಿನ ಹಲ್ಲೆ ಮತ್ತು ದೌರ್ಜನ್ಯ ಖಂಡಿಸಿ ಕರ್ನಾಟಕ ರಾಜ್ಯ ಸರ್ಕಾರಿ ನೌಕರರ ಸಂಘದ ಜಿಲ್ಲಾ ಘಟಕದ ವತಿಯಿಂದ ಮೌನ ಪ್ರತಿಭಟನೆ ನಡೆಸಲಾಯಿತು. (675, 1068, 804, 1117)
brief-dateline: ಹಿರಿಯೂರು: (21, 247, 57, 258)
marathon-caption: ಮ್ಯಾರಥಾನ್ ಸ್ಪರ್ಧೆಯ ಪೋಸ್ಟರ್ ಬಿಡುಗಡೆ ಕಾರ್ಯಕ್ರಮ ನಡೆಯಿತು. (675, 964, 852, 975)
top-block (10, 84, 1321, 798)
brief-title: ನಾಳೆ ವಿದ್ಯುತ್ ವ್ಯತ್ಯಯ (10, 125, 140, 145)
mental-health-headline: ಮೂಢನಂಬಿಕೆ ಬೇಡ (1031, 333, 1202, 364)
holalkere-col1: ಪಟ್ಟಣದ ಕೃಷಿ ಇಲಾಖೆ ಕಚೇರಿ ಆವರಣದಲ್ಲಿ ರೈತರ ಪಹಣಿ ತಿದ್ದುಪಡಿ ಅಭಿಯಾನಕ್ಕೆ ಶಾಸಕರು ಚಾಲನೆ ನೀಡಿದರು. ಅರ್ಜಿ ಸಲ್ಲಿಸಿದ ರೈತರಿಗೆ ಸ್ಥಳದಲ್ಲೇ ತಿದ್ದುಪಡಿ ಮಾಡಿಕೊಡಲಾಯಿತು. ಒಟ್ಟು 3 ಸಾವಿರ ಅರ್ಜಿಗಳ ಪೈಕಿ 380 ಅರ್ಜಿಗಳನ್ನು ಇತ್ಯರ್ಥಪಡಿಸಲಾಗಿದೆ ಎಂದು ತಹಶೀಲ್ದಾರ್ ತಿಳಿಸಿದರು. (217, 664, 392, 740)
marathon-story[interactable]: ಹೆಚ್‌ಐವಿ, ಏಡ್ಸ್ ಜಾಗೃತಿಗಾಗಿ ಮ್ಯಾರಥಾನ್ ಸ್ಪರ್ಧೆ ಆಯೋಜನೆ ◆ಚಿತ್ರದುರ್ಗ: ಹೆಚ್‌ಐವಿ, ಏಡ್ಸ್ ಕುರಿತು ಜಾಗೃತಿ ಮೂಡಿಸಲು ಜಿಲ್ಲಾ ಏಡ್ಸ್ ನಿಯಂತ್ರಣ ಘಟಕದ ವತಿಯಿಂದ ಮ್ಯಾರಥಾನ್ ಸ್ಪರ್ಧೆ ಆಯೋಜಿಸಲಾಗಿದೆ ಎಂದು ಜಿಲ್ಲಾ ಆರೋಗ್ಯಾಧಿಕಾರಿ ಡಾ. ರೇಣುಕಾರಾಧ್ಯ ತಿಳಿಸಿದರು. ಪುರುಷ ಮತ್ತು ಮಹಿಳಾ ವಿಭಾಗದಲ್ಲಿ ಪ್ರತ್ಯೇಕ ಸ್ಪರ್ಧೆ ನಡೆಯಲಿದ್ದು, ವಿಜೇತರಿಗೆ ಪ್ರಥಮ ಬಹುಮಾನ (ನಗದು ರೂ.5000), ದ್ವಿತೀಯ (ರೂ.3500) ಹಾಗೂ ತೃತೀಯ (ರೂ. 2500) ಬಹುಮಾನ ನೀಡಲಾಗುವುದು. ಕಾರ್ಯಕ್ರಮದಲ್ಲಿ ಜಿಲ್ಲಾ ನಿಯಂತ್ರಣಾಧಿಕಾರಿ ಡಾ. ಸುರೇಶ್, ಜಿಲ್ಲಾ ಸರ್ವೇಕ್ಷಣಾಧಿಕಾರಿ, ಯೋಜನಾ ಸಂಯೋಜಕರು, ಸಿಬ್ಬಂದಿ ಉಪಸ್ಥಿತರಿದ್ದರು. ಮ್ಯಾರಥಾನ್ ಸ್ಪರ್ಧೆಯ ಪೋಸ್ಟರ್ ಬಿಡುಗಡೆ ಕಾರ್ಯಕ್ರಮ ನಡೆಯಿತು. (665, 811, 1321, 1003)
lead-dateline: ಚಿತ್ರದುರ್ಗ: (231, 382, 263, 393)
brief-dateline: ಚಿತ್ರದುರ್ಗ: (20, 391, 52, 402)
quote-author: ■ - ಡಾ. ಆಕಾಶ್, ಜಿಪಂ ಸಿಇಒ (828, 512, 911, 523)
holalkere-dateline: ಹೊಳಲ್ಕೆರೆ: (228, 664, 260, 675)
lead-col-3 (619, 382, 811, 623)
sahakara-photo (1146, 664, 1321, 744)
brief-item[interactable]: ಬ್ಯಾಂಕಿಂಗ್, ಕೇಂದ್ರ ಸರ್ಕಾರದ ಹುದ್ದೆಗಳ ನೇಮಕಾತಿಗೆ ತರಬೇತಿ ◆ಚಿತ್ರದುರ್ಗ: ಕರ್ನಾಟಕ ರಾಜ್ಯ ಸರ್ಕಾರದ ವತಿಯಿಂದ ಬ್ಯಾಂಕಿಂಗ್ ಹಾಗೂ ಕೇಂದ್ರ ಸರ್ಕಾರದ ವಿವಿಧ ಹುದ್ದೆಗಳ ನೇಮಕಾತಿ ಪರೀಕ್ಷೆಗೆ ಉಚಿತ ತರಬೇತಿ ನೀಡಲಾಗುವುದು. ಅರ್ಹ ಅಭ್ಯರ್ಥಿಗಳು ಅರ್ಜಿ ಸಲ್ಲಿಸಬಹುದು. ಹೆಚ್ಚಿನ ಮಾಹಿತಿಗೆ ದೂರವಾಣಿ ಸಂಖ್ಯೆ 08212515944 ಅಥವಾ 9964760090 ಗೆ ಸಂಪರ್ಕಿಸುವಂತೆ ಜಿಲ್ಲಾ ವ್ಯವಸ್ಥಾಪಕರು ತಿಳಿಸಿದ್ದಾರೆ. (10, 462, 206, 571)
sidebar-briefs (10, 84, 206, 798)
masthead (10, 8, 1321, 78)
holalkere-headline: ಹೊಳಲ್ಕೆರೆಯಲ್ಲಿ ಪಹಣಿ ತಿದ್ದುಪಡಿ ಅಭಿಯಾನ (217, 635, 485, 657)
briefs-label-2: ಸುದ್ದಿ (66, 90, 99, 112)
brief-title: ಬ್ಯಾಂಕಿಂಗ್, ಕೇಂದ್ರ ಸರ್ಕಾರದ ಹುದ್ದೆಗಳ ನೇಮಕಾತಿಗೆ ತರಬೇತಿ (10, 462, 186, 504)
sahakara-col2: ಸಂಘದ ಸದಸ್ಯರಿಗೆ ಬೆಳೆ ಸಾಲ, ಮಧ್ಯಮಾವಧಿ ಸಾಲ ವಿತರಿಸಲಾಗಿದೆ. ರಸಗೊಬ್ಬರ, ಬಿತ್ತನೆ ಬೀಜ ವಿತರಣೆಯಲ್ಲಿಯೂ ಸಂಘ ಮುಂಚೂಣಿಯಲ್ಲಿದೆ. ಮುಂದಿನ ವರ್ಷ ಇನ್ನಷ್ಟು ಸೇವೆ ವಿಸ್ತರಿಸಲಾಗುವುದು ಎಂದು ಭರವಸೆ ನೀಡಿದರು. (962, 664, 1138, 714)
rss-march-photo-1 (496, 84, 905, 279)
marathon-col3: ಕಾರ್ಯಕ್ರಮದಲ್ಲಿ ಜಿಲ್ಲಾ ನಿಯಂತ್ರಣಾಧಿಕಾರಿ ಡಾ. ಸುರೇಶ್, ಜಿಲ್ಲಾ ಸರ್ವೇಕ್ಷಣಾಧಿಕಾರಿ, ಯೋಜನಾ ಸಂಯೋಜಕರು, ಸಿಬ್ಬಂದಿ ಉಪಸ್ಥಿತರಿದ್ದರು. (1111, 923, 1321, 947)
quote-text: ಸಾರ್ವಜನಿಕರಲ್ಲಿ ನಾಗರಿಕ ಪ್ರಜ್ಞೆ ಜಾಗೃತವಾಗಬೇಕು. ಗ್ರಾಮ ಪಂಚಾಯಿತಿ ಎಂಬ ಭಾವನೆ ಮೂಡಬೇಕು. ನಾಗರಿಕರು ಸ್ವಯಂ ಪ್ರೇರಿತರಾಗಿ ಸ್ವಚ್ಛತೆಯಲ್ಲಿ ಪಾಲ್ಗೊಂಡು ತಮ್ಮ ಮನೆ ಸುತ್ತಮುತ್ತ ಹಾಗೂ ಸಾರ್ವಜನಿಕ ಸ್ಥಳಗಳನ್ನು ಸ್ವಚ್ಛವಾಗಿ ಇರಿಸಿಕೊಳ್ಳಬೇಕು. (843, 445, 1004, 507)
holalkere-col2: ಈ ಅಭಿಯಾನದಿಂದ ರೈತರಿಗೆ ಅನುಕೂಲವಾಗಲಿದೆ. ಇನ್ನು ಮುಂದೆ ಪ್ರತಿ ತಿಂಗಳು ಗ್ರಾಮ ಮಟ್ಟದಲ್ಲಿ ಇಂತಹ ಶಿಬಿರ ನಡೆಸಲಾಗುವುದು. ರೈತರು ದಾಖಲೆಗಳನ್ನು ಸರಿಪಡಿಸಿಕೊಂಡು ಸರ್ಕಾರದ ಸೌಲಭ್ಯ ಪಡೆಯಬೇಕು ಎಂದು ಕರೆ ನೀಡಿದರು. (400, 664, 576, 714)
ganapathi-headline: ನಾಳೆ ಹಿರಿಯೂರು ಶ್ರೀ ಶಕ್ತಿ ಗಣಪತಿ ಮೂರ್ತಿ ವಿಸರ್ಜನೆ (10, 1031, 468, 1062)
sahakara-col1: ತಾಲೂಕಿನ ತೇರುಮಲ್ಲೇಶ್ವರ ಪ್ರಾಥಮಿಕ ಕೃಷಿ ಪತ್ತಿನ ಸಹಕಾರ ಸಂಘಕ್ಕೆ 2024-25 ನೇ ಸಾಲಿನಲ್ಲಿ 1,76,64,234 ರೂ. ಸಾಲ ನೀಡಲಾಗಿದ್ದು, ಶೇ 11,23,265 ರೂ. ನಿವ್ವಳ ಲಾಭ ಗಳಿಸಿದೆ ಎಂದು ಅಧ್ಯಕ್ಷರು ತಿಳಿಸಿದರು. ಸಂಘದ ವಾರ್ಷಿಕ ಮಹಾಸಭೆ ನಡೆಯಿತು. (778, 664, 954, 727)
lead-col2-text: ಪ್ರತಿ ಗ್ರಾಮ ಪಂಚಾಯಿತಿ ಮಟ್ಟದಲ್ಲಿ ಸ್ವಚ್ಛತಾ ಸಮಿತಿ ರಚಿಸಿ, ವಾರಕ್ಕೊಮ್ಮೆ ಶ್ರಮದಾನ ನಡೆಸಬೇಕು. ಘನತ್ಯಾಜ್ಯ ನಿರ್ವಹಣಾ ಘಟಕಗಳನ್ನು ಸಮರ್ಪಕವಾಗಿ ಬಳಸಿಕೊಳ್ಳಬೇಕು ಎಂದು ಸೂಚಿಸಿದರು. ಪ್ಲಾಸ್ಟಿಕ್ ಬಳಕೆ ನಿಷೇಧ ಕಟ್ಟುನಿಟ್ಟಾಗಿ ಜಾರಿಗೊಳಿಸಬೇಕು ಎಂದರು. ಈ ವೇಳೆ ಅಧಿಕಾರಿಗಳಿಗೆ ಸ್ವಚ್ಛತಾ ಪ್ರತಿಜ್ಞಾ ವಿಧಿ ಬೋಧಿಸಲಾಯಿತು. (418, 546, 610, 609)
top-story-p1: ಮಾಜಿ ಸಂಸದ ಎನ್.ವೈ.ಹನುಮಂತಪ್ಪ ಅವರ ಜನ್ಮ ದಿನದ ಅಂಗವಾಗಿ ಪಟ್ಟಣದಲ್ಲಿ ಅವರ ಭಾವಚಿತ್ರಕ್ಕೆ ಪುಷ್ಪ ನಮನ ಸಲ್ಲಿಸಿ ಗೌರವ ಸಮರ್ಪಿಸಲಾಯಿತು. (217, 111, 488, 135)
marathon-photo (893, 847, 1102, 919)
publication-logo[interactable] (16, 12, 179, 68)
brief-title: ಇಂದು ವೈದ್ಯಕೀಯ ಶಿಬಿರಕ್ಕೆ ಚಾಲನೆ (10, 345, 161, 386)
brief-item[interactable]: ಧಾರ್ಮಿಕ ಕಾರ್ಯಕ್ರಮ ◆ಹಿರಿಯೂರು: ತಾಲೂಕಿನ ಪಟ್ಟಣಕ್ಕೆ ಗ್ರಾಮದಲ್ಲಿ ಶ್ರೀ ಮಾರಿಕಾಂಬಾ ದೇವಿಯ ಜಾತ್ರಾ ಮಹೋತ್ಸವ ಅಂಗವಾಗಿ ವಿವಿಧ ಧಾರ್ಮಿಕ ಕಾರ್ಯಕ್ರಮಗಳನ್ನು ಹಮ್ಮಿಕೊಳ್ಳಲಾಗಿದೆ. ಗ್ರಾಮದ ಭಕ್ತಾದಿಗಳು ಹಾಗೂ ಸುತ್ತಮುತ್ತಲಿನ ಗ್ರಾಮಸ್ಥರು ಹೆಚ್ಚಿನ ಸಂಖ್ಯೆಯಲ್ಲಿ ಆಗಮಿಸಿ ದೇವಿಯ ಕೃಪೆಗೆ ಪಾತ್ರರಾಗಬೇಕು ಎಂದು ದೇವಸ್ಥಾನದ ಆಡಳಿತ ಮಂಡಳಿ ತಿಳಿಸಿದೆ. ಪ್ರತಿ ದಿನ ಬೆಳಿಗ್ಗೆ ಅಭಿಷೇಕ ಪೂಜೆ, ಮಧ್ಯಾಹ್ನ ಅನ್ನಸಂತರ್ಪಣೆ, ಸಂಜೆ ಭಜನೆ, ಕಲಾ ಕಾರ್ಯಕ್ರಮ ನಡೆಯಲಿದೆ. (10, 222, 206, 336)
briefs-badge (10, 84, 206, 119)
weekday: ಶನಿವಾರ (1283, 18, 1315, 33)
top-photo-caption: ರಾಷ್ಟ್ರೀಯ ಸ್ವಯಂಸೇವಕ ಸಂಘದ ಜನ್ಮ ಶತಾಬ್ದಿ ಅಂಗವಾಗಿ ಶುಕ್ರವಾರ ಸಂಜೆ ಚಿತ್ರದುರ್ಗ ನಗರದ ಪ್ರಮುಖ ರಸ್ತೆಗಳಲ್ಲಿ ಆರ್‌ಎಸ್‌ಎಸ್ ಸ್ವಯಂ ಸೇವಕರಿಂದ ಶಾಮುದಿ ಪಥಸಂಚಲನ ನಡೆಯಿತು. (496, 283, 978, 293)
min-temp (793, 23, 826, 57)
date-block (1229, 17, 1315, 63)
sahakara-dateline: ಹಿರಿಯೂರು: (789, 664, 825, 675)
protest-dateline: ಚಿತ್ರದುರ್ಗ: (684, 1068, 716, 1079)
marathon-col2: ಪುರುಷ ಮತ್ತು ಮಹಿಳಾ ವಿಭಾಗದಲ್ಲಿ ಪ್ರತ್ಯೇಕ ಸ್ಪರ್ಧೆ ನಡೆಯಲಿದ್ದು, ವಿಜೇತರಿಗೆ ಪ್ರಥಮ ಬಹುಮಾನ (ನಗದು ರೂ.5000), ದ್ವಿತೀಯ (ರೂ.3500) ಹಾಗೂ ತೃತೀಯ (ರೂ. 2500) ಬಹುಮಾನ ನೀಡಲಾಗುವುದು. (893, 923, 1103, 960)
protest-col2: ಕರ್ತವ್ಯ ನಿರತ ಅಧಿಕಾರಿಗಳ ಮೇಲೆ ನಡೆಯುತ್ತಿರುವ ಹಲ್ಲೆ ಪ್ರಕರಣಗಳನ್ನು ಗಂಭೀರವಾಗಿ ಪರಿಗಣಿಸಿ ಆರೋಪಿಗಳ ವಿರುದ್ಧ ಕಠಿಣ ಕ್ರಮ ಕೈಗೊಳ್ಳಬೇಕು ಎಂದು ಒತ್ತಾಯಿಸಿದರು. ಜಿಲ್ಲಾಧಿಕಾರಿ ಮೂಲಕ ಮುಖ್ಯಮಂತ್ರಿಗಳಿಗೆ ಮನವಿ ಸಲ್ಲಿಸಲಾಯಿತು. (812, 1068, 942, 1143)
mental-health-col3: ಕಾರ್ಯಕ್ರಮದಲ್ಲಿ ಜಿಲ್ಲಾ ಆರೋಗ್ಯ ಮತ್ತು ಕುಟುಂಬ ಕಲ್ಯಾಣಾಧಿಕಾರಿ ಡಾ. ರೇಣುಕಾರಾಧ್ಯ, ಮನೋವೈದ್ಯರು, ಸಿಬ್ಬಂದಿ, ನರ್ಸಿಂಗ್ ವಿದ್ಯಾರ್ಥಿಗಳು, ಆಶಾ ಕಾರ್ಯಕರ್ತೆಯರು ಭಾಗವಹಿಸಿದ್ದರು. (1230, 485, 1322, 574)
brief-title: ಧಾರ್ಮಿಕ ಕಾರ್ಯಕ್ರಮ (10, 222, 137, 243)
mental-health-col2: ಖಿನ್ನತೆ, ಒತ್ತಡ, ಆತಂಕದಂತಹ ಸಮಸ್ಯೆಗಳಿಗೆ ಆರಂಭಿಕ ಹಂತದಲ್ಲೇ ಚಿಕಿತ್ಸೆ ಪಡೆದರೆ ಗುಣಮುಖರಾಗಬಹುದು. ಆಸ್ಪತ್ರೆಯಲ್ಲಿ ಉಚಿತ ಸಮಾಲೋಚನೆ ಹಾಗೂ ಔಷಧಿ ಲಭ್ಯವಿದೆ. ಜಿಲ್ಲೆಯಲ್ಲಿ ಕಳೆದ ಒಂದು ವರ್ಷದಲ್ಲಿ 14416 ಮಂದಿ ಚಿಕಿತ್ಸೆ ಪಡೆದಿದ್ದಾರೆ ಎಂದರು. (1130, 485, 1222, 612)
sridhanya-dateline: ಹೊಳಲ್ಕೆರೆ: (19, 848, 51, 859)
sridhanya-col3: ರೈತರಿಗೆ ನೇರವಾಗಿ ಲಾಭ ದೊರೆಯಲಿದ್ದು, ಸ್ಥಳೀಯವಾಗಿ ಉದ್ಯೋಗಾವಕಾಶವೂ ಸೃಷ್ಟಿಯಾಗಲಿದೆ. ರೈತರು ಹೆಚ್ಚಿನ ಪ್ರಮಾಣದಲ್ಲಿ ಸಿರಿಧಾನ್ಯ ಬೆಳೆಯಲು ಮುಂದಾಗಬೇಕು ಎಂದು ಮನವಿ ಮಾಡಿದರು. (342, 978, 656, 1002)
top-story-headline: ಮಾಜಿ ಸಂಸದ ಎನ್.ವೈ.ಎಚ್ ಜನ್ಮದಿನ (217, 84, 447, 105)
date: 27 ಸೆಪ್ಟೆಂಬರ್ 2025 (1228, 34, 1315, 49)
top-story-p4: ಖಂಡಿ, ಗೋವಿಂದ್, ಆನಂದ್, ಒಬ್ಬಣ್ಣ, ಗುರುಮೂರ್ತಿ, ಮಹಮ್ಮದ್ ರಫಿ, ಉಬ್ಬಣ್ಣ, ಹನುಮಂತಪ್ಪ ಇದ್ದರು. (217, 280, 487, 304)
quote-mark-icon: ❝ (828, 441, 839, 464)
lead-kicker: ಗಾಂಧಿ ಜಯಂತಿ ಅಂಗವಾಗಿ ಸ್ವಚ್ಛತಾ ಕಾರ್ಯಕ್ರಮ । ಜಿಪಂ ಸಿಇಒ ಹೇಳಿಕೆ (217, 318, 474, 331)
briefs-label-1: ಕಿರು (40, 90, 67, 112)
sridhanya-headline: ಶ್ರೀರಾಂಪುರದಲ್ಲಿ ಸಿರಿಧಾನ್ಯ ಸಂಸ್ಕರಣ ಘಟಕ ಉದ್ಘಾಟನೆ (10, 811, 465, 842)
max-temp (745, 23, 778, 57)
publication-title: ಹೊಸ ದಿಗಂತ (52, 10, 180, 43)
top-story (217, 84, 1321, 306)
sridhanya-photo (342, 847, 656, 959)
lead-col-4 (820, 382, 1012, 623)
brief-body: ವಿದ್ಯುತ್ ವ್ಯತ್ಯಯ ಹೊಳಲ್ಕೆರೆ, ಶ್ರೀರಾಂಪುರ ವ್ಯಾಪ್ತಿಯ ಗ್ರಾಮಗಳ ವಿದ್ಯುತ್ ಮಾರ್ಗದ ದುರಸ್ತಿ ಕಾಮಗಾರಿ ನಡೆಸಲಾಗುತ್ತಿದ್ದು, ಸೆ. 28 ರಂದು ಬೆಳಿಗ್ಗೆ 10 ಗಂಟೆಯಿಂದ ಸಂಜೆ 5 ಗಂಟೆಯವರೆಗೆ ವಿದ್ಯುತ್ ಪೂರೈಕೆ ಸ್ಥಗಿತಗೊಳ್ಳಲಿದೆ. ಈ ಅವಧಿಯಲ್ಲಿ ಗ್ರಾಹಕರು ಸಹಕರಿಸುವಂತೆ ಸಹಾಯಕ ಕಾರ್ಯನಿರ್ವಾಹಕ ಅಭಿಯಂತರರು ಮನವಿ ಮಾಡಿದ್ದಾರೆ. (10, 150, 206, 213)
mental-health-kicker: ಮಾನಸಿಕ ಆರೋಗ್ಯ ಕಾರ್ಯಕ್ರಮ (1031, 318, 1147, 331)
rss-march-photo-2 (913, 84, 1322, 279)
ganapathi-col1: ಪ್ರತಿಷ್ಠಾಪನೆಯಾದ 54ನೇ ವರ್ಷದ ಶ್ರೀ ಶಕ್ತಿ ಗಣಪತಿಯ ಮೂರ್ತಿ ವಿಸರ್ಜನಾ ಮಹೋತ್ಸವ ಭಾನುವಾರ ನಡೆಯಲಿದೆ. ಬೆಳಗ್ಗೆ 8 ಗಂಟೆಗೆ ಶ್ರೀ ಶಕ್ತಿ ಗಣಪತಿ ಪೂಜಾ ಸಮಿತಿ ಅಧ್ಯಕ್ಷ ಚಾಲನೆ ನೀಡಲಿದ್ದಾರೆ ಎಂದು ಸಮಿತಿ ಪದಾಧಿಕಾರಿಗಳು ತಿಳಿಸಿದ್ದಾರೆ. (10, 1068, 145, 1143)
publication-tagline: ರಾಷ್ಟ್ರ ಜಾಗೃತಿಯ ಧ್ವನಿ (91, 51, 154, 61)
lead-photo-2 (619, 382, 811, 542)
mid-row (217, 636, 1321, 798)
top-story-p3: ಕಾರ್ಯಕ್ರಮದಲ್ಲಿ ಪಟ್ಟಣ ಪಂಚಾಯಿತಿ ಸದಸ್ಯರು, ಮುಖಂಡರಾದ ನಾಗರಾಜ್, ಲಕ್ಷ್ಮಣ್, ಹೊಳಲ್ಕೆರೆ ತಾಲೂಕು ಘಟಕದ ಪದಾಧಿಕಾರಿಗಳು, ಅಭಿಮಾನಿಗಳು, ದೇವಸ್ಥಾನದ ಆಡಳಿತ ಮಂಡಳಿ ಸದಸ್ಯರು ಪಾಲ್ಗೊಂಡಿದ್ದರು. (217, 239, 487, 276)
top-story-p2: ಪಟ್ಟಣ ಪಂಚಾಯಿತಿ ಮಾಜಿ ಅಧ್ಯಕ್ಷ ಪಿ.ಪ್ರಕಾಶ್ ಮಾತನಾಡಿ, ಎನ್.ವೈ.ಎಚ್ ಅವರು ಜನಪರ ಕಾಳಜಿಯುಳ್ಳ ನಾಯಕರಾಗಿದ್ದರು. ಗ್ರಾಮೀಣ ಪ್ರದೇಶದ ಜನರ ಸೇವೆಗಾಗಿ ಜೀವನ ಮುಡಿಪಾಗಿಟ್ಟವರು. ಅವರ ತ್ಯಾಗ, ನಿಷ್ಠೆ ಎಲ್ಲರಿಗೂ ಮಾದರಿ ಎಂದು ಸ್ಮರಿಸಿದರು. (217, 140, 487, 177)
ganapathi-photo (154, 1067, 369, 1187)
edition-name: ಶಿವಮೊಗ್ಗ (1283, 50, 1315, 62)
sridhanya-caption: ಶ್ರೀರಾಂಪುರದಲ್ಲಿ ಸಿರಿಧಾನ್ಯ ಸಂಸ್ಕರಣ ಘಟಕವನ್ನು ಗಣ್ಯರು ಉದ್ಘಾಟಿಸಿದರು. (342, 963, 533, 974)
sahakara-col3: ಸಭೆಯಲ್ಲಿ ನಿರ್ದೇಶಕರು, ಸಹಕಾರ ಇಲಾಖೆ ಅಧಿಕಾರಿಗಳು, ಸದಸ್ಯರು ಹಾಜರಿದ್ದರು. ಲೆಕ್ಕ ಪರಿಶೋಧನಾ ವರದಿ ಮಂಡಿಸಿ ಅನುಮೋದನೆ ಪಡೆಯಲಾಯಿತು. ನಂತರ ಸಾಧಕ ಸದಸ್ಯರನ್ನು ಸನ್ಮಾನಿಸಲಾಯಿತು. (1146, 747, 1321, 797)
protest-headline: ಸರ್ಕಾರಿ ನೌಕರರ ಮೇಲೆ ಹಲ್ಲೆ, ದೌರ್ಜನ್ಯಕ್ಕೆ ಖಂಡನೆ (675, 1031, 1103, 1062)
protest-caption: ಸರ್ಕಾರಿ ನೌಕರರ ಮೇಲಿನ ಹಲ್ಲೆ ಖಂಡಿಸಿ ಚಿತ್ರದುರ್ಗದಲ್ಲಿ ಮೌನ ಪ್ರತಿಭಟನೆ ನಡೆಯಿತು. (950, 1194, 1173, 1205)
lead-col-1: ◆ಚಿತ್ರದುರ್ಗ: ಗಾಂಧಿ ಜಯಂತಿ ಅಂಗವಾಗಿ ಸ್ವಚ್ಛತಾ ಪಾಕ್ಷಿಕ ಅಭಿಯಾನವನ್ನು ಶ್ರಮದಾನ ಮಾಡುವ ಮೂಲಕ ಸ್ವಚ್ಛತೆಯ ಮಹತ್ವವನ್ನು ಸಾರಲಾಗುತ್ತಿದೆ ಎಂದು ಜಿಲ್ಲಾ ಪಂಚಾಯಿತಿ ಮುಖ್ಯ ಕಾರ್ಯನಿರ್ವಾಹಕ ಅಧಿಕಾರಿ ಎಸ್.ಜೆ.ಸೋಮಶೇಖರ್ ಹೇಳಿದರು. ಜಿಲ್ಲಾ ಪಂಚಾಯಿತಿ ಸಭಾಂಗಣದಲ್ಲಿ ಗ್ರಾಮೀಣ ಕುಡಿಯುವ ನೀರು ಮತ್ತು ನೈರ್ಮಲ್ಯ ವಿಭಾಗ ಹಾಗೂ ಮಹಿಳಾ ಮತ್ತು ಮಕ್ಕಳ ಅಭಿವೃದ್ಧಿ ಇಲಾಖೆ ಸಂಯುಕ್ತವಾಗಿ ಆಯೋಜಿಸಿದ್ದ ಸ್ವಚ್ಛತಾ ಅಭಿಯಾನ ಕಾರ್ಯಕ್ರಮದಲ್ಲಿ ಅವರು ಮಾತನಾಡಿದರು. (217, 382, 409, 483)
lead-quote-box (820, 437, 1012, 530)
protest-col3: ಪ್ರತಿಭಟನೆಯಲ್ಲಿ ಸಂಘದ ಜಿಲ್ಲಾಧ್ಯಕ್ಷ ಜಿ.ಎಸ್. ಉಮೇಶ್, ಕಾರ್ಯದರ್ಶಿ, ಖಜಾಂಚಿ, ವಿವಿಧ ಇಲಾಖೆಗಳ ನೌಕರರು ಭಾಗವಹಿಸಿದ್ದರು. ಎಲ್ಲ ತಾಲೂಕುಗಳಲ್ಲೂ ಪ್ರತಿಭಟನೆ ನಡೆಯಿತು. (1192, 1068, 1321, 1117)
logo-badge-icon: ❦ (16, 25, 46, 55)
